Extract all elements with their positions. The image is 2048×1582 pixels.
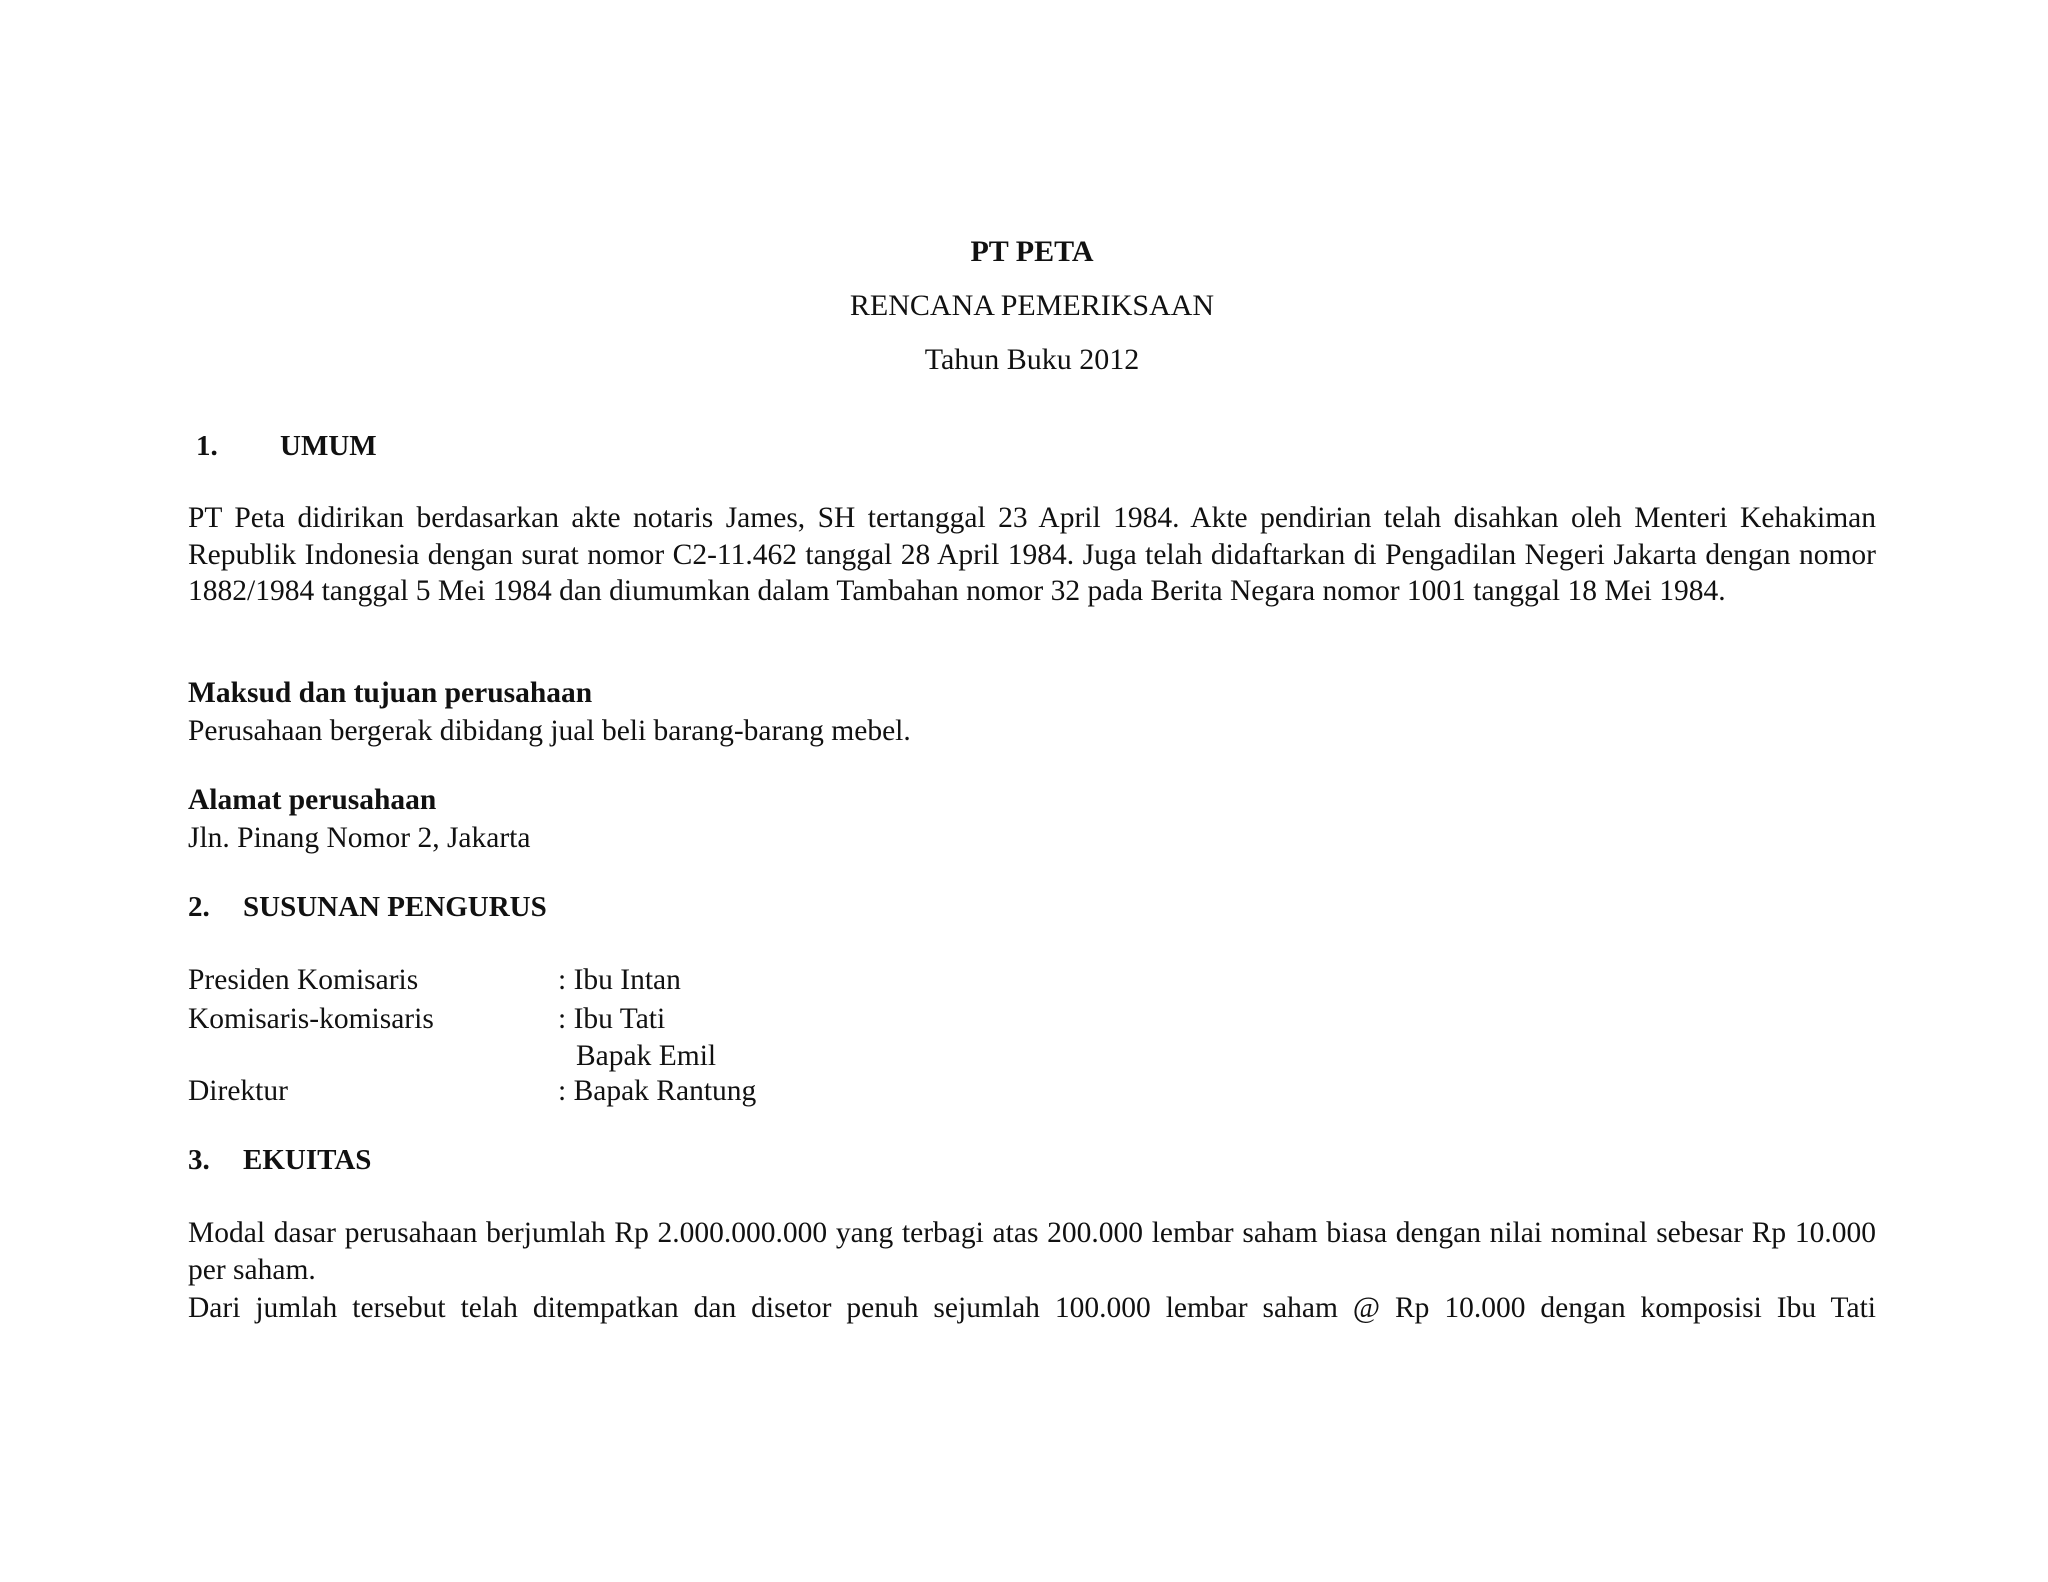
section-2-title: SUSUNAN PENGURUS: [243, 891, 547, 923]
section-1-title: UMUM: [280, 430, 377, 462]
section-1-paragraph: PT Peta didirikan berdasarkan akte notaris James, SH tertanggal 23 April 1984. Akte pendirian telah disahkan oleh Menteri Kehakiman Republik Indonesia dengan surat nomor C2-11.462 tanggal 28 April 1984. Juga telah didaftarkan di Pengadilan Negeri Jakarta dengan nomor 1882/1984 tanggal 5 Mei 1984 dan diumumkan dalam Tambahan nomor 32 pada Berita Negara nomor 1001 tanggal 18 Mei 1984.: [188, 502, 1876, 607]
section-3-title: EKUITAS: [243, 1144, 372, 1176]
board-member-value: : Bapak Rantung: [558, 1075, 757, 1107]
board-member-value: : Ibu Intan: [558, 964, 681, 996]
section-1-heading: [196, 428, 596, 464]
board-member-value: Bapak Emil: [576, 1040, 717, 1072]
section-2-number: 2.: [188, 891, 210, 923]
section-3-paragraph-2: Dari jumlah tersebut telah ditempatkan dan disetor penuh sejumlah 100.000 lembar saham @ Rp 10.000 dengan komposisi Ibu Tati: [188, 1292, 1876, 1324]
fiscal-year: Tahun Buku 2012: [924, 343, 1140, 376]
address-text: Jln. Pinang Nomor 2, Jakarta: [188, 822, 531, 854]
address-heading: Alamat perusahaan: [188, 784, 437, 816]
purpose-text: Perusahaan bergerak dibidang jual beli barang-barang mebel.: [188, 715, 911, 747]
section-3-heading: [188, 1142, 588, 1178]
document-title: RENCANA PEMERIKSAAN: [849, 289, 1215, 322]
board-role-label: Presiden Komisaris: [188, 964, 419, 996]
board-member-value: : Ibu Tati: [558, 1003, 666, 1035]
section-3-paragraph-1: Modal dasar perusahaan berjumlah Rp 2.000.000.000 yang terbagi atas 200.000 lembar saham biasa dengan nilai nominal sebesar Rp 10.000 per saham.: [188, 1217, 1876, 1286]
purpose-heading: Maksud dan tujuan perusahaan: [188, 677, 593, 709]
section-1-number: 1.: [196, 430, 218, 462]
section-3-number: 3.: [188, 1144, 210, 1176]
board-role-label: Komisaris-komisaris: [188, 1003, 434, 1035]
company-title: PT PETA: [970, 235, 1094, 268]
section-2-heading: [188, 889, 788, 925]
board-role-label: Direktur: [188, 1075, 288, 1107]
